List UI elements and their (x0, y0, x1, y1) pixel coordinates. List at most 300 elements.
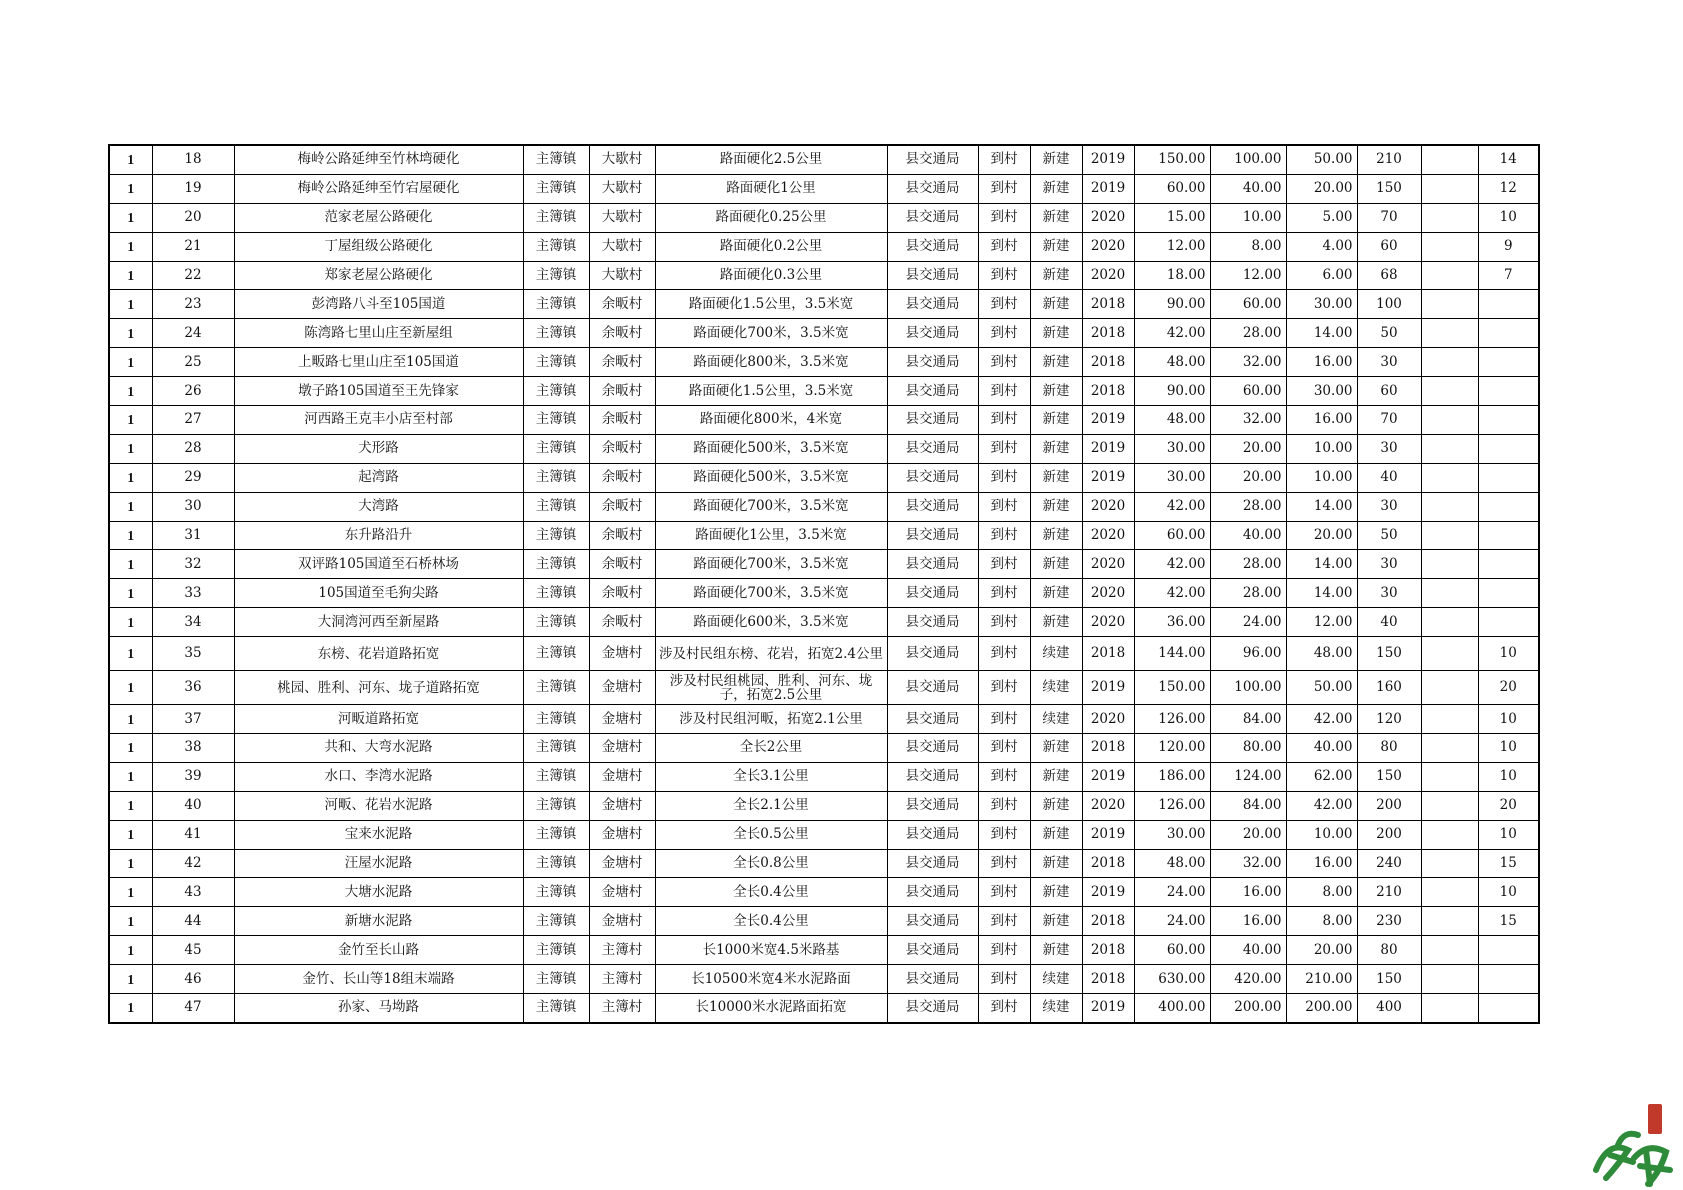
cell-construction-content: 全长2.1公里 (655, 791, 887, 820)
cell-department: 县交通局 (887, 608, 978, 637)
cell-index-flag: 1 (109, 319, 152, 348)
cell-index-flag: 1 (109, 203, 152, 232)
cell-department: 县交通局 (887, 965, 978, 994)
cell-count-1: 80 (1357, 936, 1421, 965)
cell-department: 县交通局 (887, 907, 978, 936)
cell-count-2 (1421, 434, 1478, 463)
cell-department: 县交通局 (887, 377, 978, 406)
cell-count-3: 9 (1478, 232, 1539, 261)
cell-index-flag: 1 (109, 406, 152, 435)
cell-count-2 (1421, 550, 1478, 579)
cell-total-investment: 186.00 (1134, 762, 1210, 791)
cell-level: 到村 (978, 290, 1030, 319)
cell-year: 2020 (1082, 521, 1134, 550)
cell-level: 到村 (978, 820, 1030, 849)
cell-total-investment: 42.00 (1134, 319, 1210, 348)
table-row (109, 261, 1539, 290)
cell-build-type: 新建 (1030, 377, 1082, 406)
cell-count-2 (1421, 762, 1478, 791)
cell-serial-no: 31 (152, 521, 234, 550)
cell-index-flag: 1 (109, 671, 152, 705)
table-row (109, 965, 1539, 994)
cell-construction-content: 路面硬化1公里，3.5米宽 (655, 521, 887, 550)
cell-count-2 (1421, 203, 1478, 232)
cell-year: 2018 (1082, 290, 1134, 319)
cell-year: 2020 (1082, 705, 1134, 734)
cell-construction-content: 全长2公里 (655, 734, 887, 763)
table-row (109, 434, 1539, 463)
cell-count-1: 120 (1357, 705, 1421, 734)
cell-count-2 (1421, 319, 1478, 348)
cell-count-3 (1478, 994, 1539, 1023)
cell-index-flag: 1 (109, 348, 152, 377)
table-row (109, 319, 1539, 348)
cell-level: 到村 (978, 203, 1030, 232)
cell-year: 2018 (1082, 936, 1134, 965)
cell-count-3 (1478, 492, 1539, 521)
cell-count-2 (1421, 406, 1478, 435)
cell-count-1: 150 (1357, 174, 1421, 203)
cell-project-name: 水口、李湾水泥路 (234, 762, 523, 791)
cell-build-type: 续建 (1030, 671, 1082, 705)
cell-village: 金塘村 (589, 637, 655, 671)
cell-village: 余畈村 (589, 319, 655, 348)
cell-index-flag: 1 (109, 734, 152, 763)
cell-fund-a: 124.00 (1210, 762, 1286, 791)
cell-village: 金塘村 (589, 907, 655, 936)
cell-fund-b: 14.00 (1286, 492, 1357, 521)
cell-level: 到村 (978, 319, 1030, 348)
cell-build-type: 新建 (1030, 521, 1082, 550)
cell-town: 主簿镇 (523, 174, 589, 203)
cell-level: 到村 (978, 579, 1030, 608)
cell-year: 2020 (1082, 203, 1134, 232)
cell-department: 县交通局 (887, 463, 978, 492)
cell-total-investment: 60.00 (1134, 936, 1210, 965)
cell-index-flag: 1 (109, 377, 152, 406)
cell-serial-no: 39 (152, 762, 234, 791)
cell-build-type: 新建 (1030, 820, 1082, 849)
cell-town: 主簿镇 (523, 232, 589, 261)
cell-village: 大歇村 (589, 174, 655, 203)
cell-serial-no: 32 (152, 550, 234, 579)
cell-total-investment: 15.00 (1134, 203, 1210, 232)
cell-serial-no: 23 (152, 290, 234, 319)
cell-fund-a: 20.00 (1210, 820, 1286, 849)
cell-count-3 (1478, 377, 1539, 406)
cell-count-1: 150 (1357, 762, 1421, 791)
cell-serial-no: 19 (152, 174, 234, 203)
cell-count-2 (1421, 734, 1478, 763)
cell-town: 主簿镇 (523, 671, 589, 705)
cell-count-2 (1421, 232, 1478, 261)
table-row (109, 734, 1539, 763)
cell-construction-content: 路面硬化500米，3.5米宽 (655, 463, 887, 492)
table-row (109, 671, 1539, 705)
cell-construction-content: 路面硬化700米，3.5米宽 (655, 319, 887, 348)
cell-count-2 (1421, 521, 1478, 550)
cell-build-type: 新建 (1030, 849, 1082, 878)
cell-project-name: 彭湾路八斗至105国道 (234, 290, 523, 319)
cell-count-1: 210 (1357, 878, 1421, 907)
cell-fund-a: 16.00 (1210, 878, 1286, 907)
cell-village: 金塘村 (589, 762, 655, 791)
table-row (109, 820, 1539, 849)
table-row (109, 550, 1539, 579)
cell-level: 到村 (978, 637, 1030, 671)
cell-fund-a: 84.00 (1210, 705, 1286, 734)
cell-count-2 (1421, 174, 1478, 203)
cell-count-2 (1421, 878, 1478, 907)
cell-fund-b: 12.00 (1286, 608, 1357, 637)
cell-construction-content: 路面硬化700米，3.5米宽 (655, 492, 887, 521)
cell-village: 余畈村 (589, 608, 655, 637)
cell-build-type: 新建 (1030, 174, 1082, 203)
cell-count-3: 10 (1478, 203, 1539, 232)
cell-department: 县交通局 (887, 232, 978, 261)
cell-level: 到村 (978, 377, 1030, 406)
cell-total-investment: 18.00 (1134, 261, 1210, 290)
cell-department: 县交通局 (887, 820, 978, 849)
cell-build-type: 新建 (1030, 492, 1082, 521)
table-row (109, 637, 1539, 671)
cell-total-investment: 60.00 (1134, 521, 1210, 550)
cell-town: 主簿镇 (523, 820, 589, 849)
cell-level: 到村 (978, 965, 1030, 994)
cell-fund-b: 8.00 (1286, 878, 1357, 907)
cell-build-type: 新建 (1030, 791, 1082, 820)
cell-fund-a: 420.00 (1210, 965, 1286, 994)
cell-build-type: 新建 (1030, 145, 1082, 174)
cell-serial-no: 41 (152, 820, 234, 849)
cell-construction-content: 长10500米宽4米水泥路面 (655, 965, 887, 994)
cell-department: 县交通局 (887, 492, 978, 521)
cell-department: 县交通局 (887, 671, 978, 705)
cell-build-type: 新建 (1030, 762, 1082, 791)
table-row (109, 608, 1539, 637)
table-row (109, 290, 1539, 319)
cell-department: 县交通局 (887, 434, 978, 463)
cell-level: 到村 (978, 521, 1030, 550)
cell-project-name: 河畈、花岩水泥路 (234, 791, 523, 820)
cell-department: 县交通局 (887, 348, 978, 377)
cell-town: 主簿镇 (523, 434, 589, 463)
cell-fund-b: 50.00 (1286, 671, 1357, 705)
cell-build-type: 续建 (1030, 705, 1082, 734)
table-row (109, 377, 1539, 406)
cell-department: 县交通局 (887, 762, 978, 791)
cell-village: 主簿村 (589, 965, 655, 994)
cell-level: 到村 (978, 232, 1030, 261)
cell-town: 主簿镇 (523, 261, 589, 290)
cell-serial-no: 33 (152, 579, 234, 608)
cell-fund-b: 16.00 (1286, 849, 1357, 878)
cell-fund-b: 20.00 (1286, 936, 1357, 965)
cell-fund-b: 10.00 (1286, 463, 1357, 492)
cell-project-name: 桃园、胜利、河东、垅子道路拓宽 (234, 671, 523, 705)
cell-index-flag: 1 (109, 705, 152, 734)
cell-construction-content: 涉及村民组河畈，拓宽2.1公里 (655, 705, 887, 734)
cell-count-2 (1421, 907, 1478, 936)
cell-village: 金塘村 (589, 671, 655, 705)
cell-total-investment: 24.00 (1134, 878, 1210, 907)
cell-village: 余畈村 (589, 463, 655, 492)
cell-serial-no: 44 (152, 907, 234, 936)
cell-count-1: 150 (1357, 637, 1421, 671)
cell-year: 2019 (1082, 174, 1134, 203)
cell-project-name: 墩子路105国道至王先锋家 (234, 377, 523, 406)
cell-index-flag: 1 (109, 550, 152, 579)
cell-year: 2020 (1082, 791, 1134, 820)
cell-village: 余畈村 (589, 434, 655, 463)
cell-year: 2020 (1082, 579, 1134, 608)
cell-count-2 (1421, 579, 1478, 608)
cell-village: 金塘村 (589, 878, 655, 907)
cell-index-flag: 1 (109, 290, 152, 319)
cell-department: 县交通局 (887, 550, 978, 579)
cell-count-2 (1421, 705, 1478, 734)
cell-count-3 (1478, 406, 1539, 435)
cell-construction-content: 路面硬化700米，3.5米宽 (655, 550, 887, 579)
cell-count-1: 200 (1357, 791, 1421, 820)
cell-build-type: 新建 (1030, 261, 1082, 290)
cell-level: 到村 (978, 174, 1030, 203)
cell-build-type: 新建 (1030, 203, 1082, 232)
cell-fund-a: 8.00 (1210, 232, 1286, 261)
cell-serial-no: 46 (152, 965, 234, 994)
cell-project-name: 宝来水泥路 (234, 820, 523, 849)
cell-total-investment: 48.00 (1134, 406, 1210, 435)
cell-count-2 (1421, 348, 1478, 377)
cell-town: 主簿镇 (523, 463, 589, 492)
cell-village: 余畈村 (589, 579, 655, 608)
cell-count-2 (1421, 820, 1478, 849)
cell-index-flag: 1 (109, 849, 152, 878)
cell-level: 到村 (978, 734, 1030, 763)
cell-fund-a: 20.00 (1210, 463, 1286, 492)
cell-serial-no: 40 (152, 791, 234, 820)
cell-serial-no: 36 (152, 671, 234, 705)
cell-year: 2018 (1082, 319, 1134, 348)
cell-count-3: 10 (1478, 705, 1539, 734)
cell-index-flag: 1 (109, 637, 152, 671)
cell-village: 金塘村 (589, 820, 655, 849)
cell-serial-no: 21 (152, 232, 234, 261)
cell-fund-b: 6.00 (1286, 261, 1357, 290)
cell-fund-b: 16.00 (1286, 348, 1357, 377)
cell-count-3 (1478, 434, 1539, 463)
cell-total-investment: 126.00 (1134, 705, 1210, 734)
cell-fund-b: 14.00 (1286, 579, 1357, 608)
cell-index-flag: 1 (109, 820, 152, 849)
cell-fund-b: 48.00 (1286, 637, 1357, 671)
cell-level: 到村 (978, 348, 1030, 377)
cell-index-flag: 1 (109, 521, 152, 550)
cell-total-investment: 30.00 (1134, 463, 1210, 492)
cell-fund-a: 100.00 (1210, 671, 1286, 705)
cell-count-3: 10 (1478, 820, 1539, 849)
cell-fund-b: 30.00 (1286, 290, 1357, 319)
cell-count-1: 400 (1357, 994, 1421, 1023)
cell-town: 主簿镇 (523, 377, 589, 406)
cell-fund-a: 60.00 (1210, 377, 1286, 406)
cell-fund-b: 200.00 (1286, 994, 1357, 1023)
cell-serial-no: 45 (152, 936, 234, 965)
cell-count-2 (1421, 994, 1478, 1023)
cell-project-name: 105国道至毛狗尖路 (234, 579, 523, 608)
cell-year: 2018 (1082, 637, 1134, 671)
cell-build-type: 新建 (1030, 550, 1082, 579)
cell-count-3: 20 (1478, 671, 1539, 705)
cell-count-1: 30 (1357, 434, 1421, 463)
cell-total-investment: 150.00 (1134, 145, 1210, 174)
cell-build-type: 续建 (1030, 965, 1082, 994)
cell-town: 主簿镇 (523, 492, 589, 521)
cell-town: 主簿镇 (523, 145, 589, 174)
cell-department: 县交通局 (887, 936, 978, 965)
cell-fund-b: 16.00 (1286, 406, 1357, 435)
cell-construction-content: 路面硬化800米，4米宽 (655, 406, 887, 435)
cell-level: 到村 (978, 145, 1030, 174)
cell-fund-a: 32.00 (1210, 849, 1286, 878)
cell-serial-no: 47 (152, 994, 234, 1023)
table-row (109, 521, 1539, 550)
cell-count-3 (1478, 550, 1539, 579)
cell-build-type: 新建 (1030, 734, 1082, 763)
logo-image (1588, 1100, 1678, 1190)
cell-count-3 (1478, 290, 1539, 319)
cell-fund-b: 50.00 (1286, 145, 1357, 174)
cell-construction-content: 路面硬化1.5公里，3.5米宽 (655, 377, 887, 406)
cell-department: 县交通局 (887, 319, 978, 348)
cell-fund-b: 20.00 (1286, 174, 1357, 203)
table-body (109, 145, 1539, 1023)
cell-fund-b: 210.00 (1286, 965, 1357, 994)
table-row (109, 579, 1539, 608)
cell-build-type: 新建 (1030, 463, 1082, 492)
cell-town: 主簿镇 (523, 965, 589, 994)
cell-count-3 (1478, 319, 1539, 348)
cell-year: 2020 (1082, 261, 1134, 290)
cell-build-type: 新建 (1030, 319, 1082, 348)
cell-department: 县交通局 (887, 261, 978, 290)
cell-build-type: 续建 (1030, 637, 1082, 671)
cell-year: 2019 (1082, 762, 1134, 791)
cell-department: 县交通局 (887, 145, 978, 174)
cell-project-name: 大湾路 (234, 492, 523, 521)
cell-build-type: 新建 (1030, 348, 1082, 377)
cell-total-investment: 42.00 (1134, 579, 1210, 608)
table-row (109, 791, 1539, 820)
cell-project-name: 东榜、花岩道路拓宽 (234, 637, 523, 671)
cell-year: 2019 (1082, 463, 1134, 492)
cell-count-3 (1478, 463, 1539, 492)
cell-fund-a: 32.00 (1210, 348, 1286, 377)
cell-fund-b: 62.00 (1286, 762, 1357, 791)
cell-year: 2019 (1082, 406, 1134, 435)
cell-project-name: 梅岭公路延绅至竹林塆硬化 (234, 145, 523, 174)
cell-year: 2020 (1082, 550, 1134, 579)
table-row (109, 878, 1539, 907)
cell-count-3: 10 (1478, 878, 1539, 907)
cell-level: 到村 (978, 791, 1030, 820)
cell-department: 县交通局 (887, 203, 978, 232)
cell-index-flag: 1 (109, 579, 152, 608)
cell-fund-a: 28.00 (1210, 579, 1286, 608)
cell-count-1: 50 (1357, 521, 1421, 550)
cell-build-type: 新建 (1030, 232, 1082, 261)
table-row (109, 936, 1539, 965)
cell-count-1: 40 (1357, 463, 1421, 492)
cell-fund-a: 32.00 (1210, 406, 1286, 435)
cell-department: 县交通局 (887, 521, 978, 550)
cell-town: 主簿镇 (523, 203, 589, 232)
cell-count-2 (1421, 377, 1478, 406)
cell-project-name: 共和、大弯水泥路 (234, 734, 523, 763)
cell-count-3 (1478, 579, 1539, 608)
cell-count-1: 30 (1357, 579, 1421, 608)
cell-village: 金塘村 (589, 791, 655, 820)
cell-year: 2019 (1082, 878, 1134, 907)
table-row (109, 406, 1539, 435)
cell-count-2 (1421, 965, 1478, 994)
cell-project-name: 起湾路 (234, 463, 523, 492)
project-table (108, 144, 1540, 1024)
cell-town: 主簿镇 (523, 319, 589, 348)
cell-total-investment: 48.00 (1134, 348, 1210, 377)
cell-level: 到村 (978, 705, 1030, 734)
cell-year: 2019 (1082, 434, 1134, 463)
cell-town: 主簿镇 (523, 521, 589, 550)
cell-serial-no: 26 (152, 377, 234, 406)
cell-total-investment: 12.00 (1134, 232, 1210, 261)
cell-level: 到村 (978, 608, 1030, 637)
table-row (109, 705, 1539, 734)
cell-year: 2018 (1082, 849, 1134, 878)
cell-serial-no: 22 (152, 261, 234, 290)
cell-project-name: 大洞湾河西至新屋路 (234, 608, 523, 637)
cell-index-flag: 1 (109, 174, 152, 203)
cell-count-1: 60 (1357, 377, 1421, 406)
cell-count-1: 40 (1357, 608, 1421, 637)
cell-town: 主簿镇 (523, 290, 589, 319)
cell-town: 主簿镇 (523, 936, 589, 965)
cell-build-type: 续建 (1030, 994, 1082, 1023)
cell-total-investment: 120.00 (1134, 734, 1210, 763)
cell-build-type: 新建 (1030, 434, 1082, 463)
cell-serial-no: 30 (152, 492, 234, 521)
cell-count-3: 14 (1478, 145, 1539, 174)
cell-index-flag: 1 (109, 907, 152, 936)
table-row (109, 907, 1539, 936)
cell-project-name: 范家老屋公路硬化 (234, 203, 523, 232)
cell-year: 2020 (1082, 608, 1134, 637)
table-row (109, 463, 1539, 492)
cell-total-investment: 90.00 (1134, 377, 1210, 406)
cell-fund-b: 42.00 (1286, 705, 1357, 734)
cell-project-name: 大塘水泥路 (234, 878, 523, 907)
cell-fund-a: 20.00 (1210, 434, 1286, 463)
cell-village: 主簿村 (589, 994, 655, 1023)
cell-town: 主簿镇 (523, 878, 589, 907)
cell-village: 金塘村 (589, 734, 655, 763)
table-row (109, 174, 1539, 203)
cell-project-name: 金竹至长山路 (234, 936, 523, 965)
cell-count-3: 12 (1478, 174, 1539, 203)
cell-construction-content: 长1000米宽4.5米路基 (655, 936, 887, 965)
cell-department: 县交通局 (887, 849, 978, 878)
cell-build-type: 新建 (1030, 406, 1082, 435)
